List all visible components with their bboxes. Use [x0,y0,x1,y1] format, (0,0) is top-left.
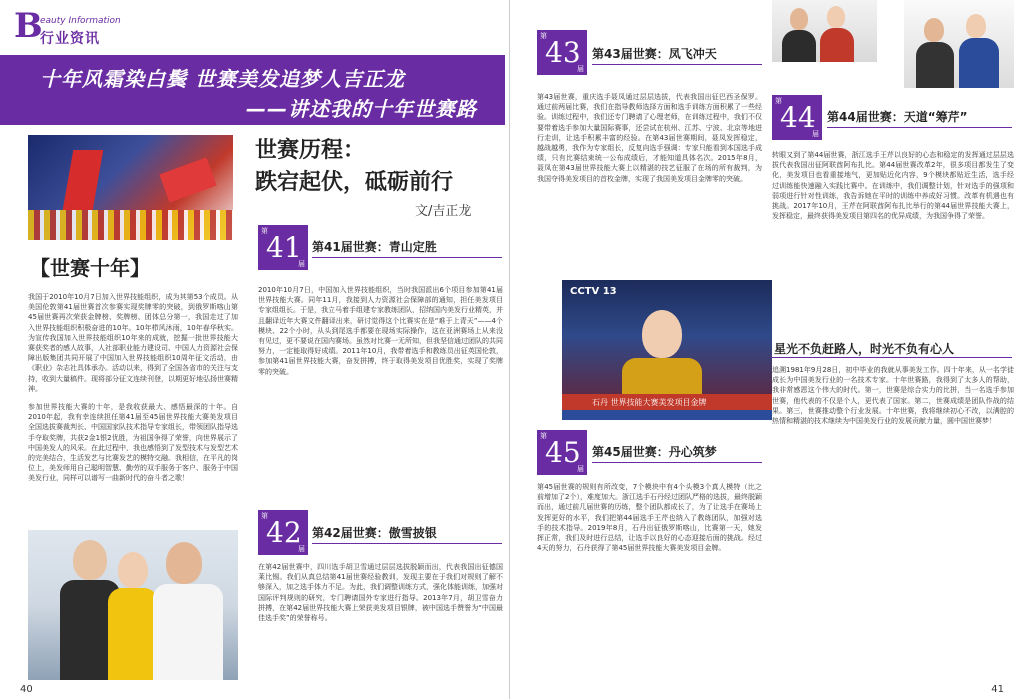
logo-chinese: 行业资讯 [40,31,100,47]
logo-letter: B [14,6,43,46]
closing-text: 追溯1981年9月28日，初中毕业的我就从事美发工作。四十年来，从一名学徒成长为中国美发行业的一名技术专家。十年世赛路，我得到了太多人的帮助，我非常感恩这个伟大的时代。第一，世赛是综合实力的比拼，当一名选手参加世赛，他代表的不仅是个人，更代表了国家。第二，世赛成绩是团队作战的结果。第三，世赛推动整个行业发展。十年世赛，我将继续初心不改，以满腔的热情和精湛的技术继续为中国美发行业的发展贡献力量，圆中国世赛梦！ [772,366,1014,426]
tv-subtitle: 石丹 世界技能大赛美发项目金牌 [592,398,707,407]
title-banner [0,55,505,125]
right-page [512,0,1024,699]
section-44-badge: 第 44 届 [772,95,822,140]
section-45-badge: 第 45 届 [537,430,587,475]
banner-line-1: 十年风霜染白鬓 世赛美发追梦人吉正龙 [40,67,405,91]
section-44-number: 44 [780,101,816,134]
section-41-number: 41 [266,231,302,264]
section-43-text: 第43届世赛，重庆选手聂凤通过层层选拔，代表我国出征巴西圣保罗。通过前两届比赛，我们在指导教师选择方面和选手训练方面积累了一些经验。训练过程中，我们还专门聘请了心理老师，在训练过程中，我们不仅要带着选手参加大量国际赛事，还尝试在杭州、江苏、宁波、北京等地进行走训，让选手积累丰富的经验。在第43届世赛期间，聂凤发挥稳定，越战越勇，我作为专家组长，反复向选手强调：专家只能看到本国选手成绩，只有比赛结束统一公布成绩后，才能知道具体名次。2015年8月，聂凤在第43届世界技能大赛上以精湛的技艺征服了在场的所有裁判，为我国夺得美发项目的首枚金牌，实现了我国美发项目金牌零的突破。 [537,93,762,183]
section-41-badge: 第 41 届 [258,225,308,270]
section-45-number: 45 [545,436,581,469]
section-45-text: 第45届世赛的规则有所改变，7个模块中有4个头模3个真人模特（比之前增加了2个），难度加大。浙江选手石丹经过团队严格的选拔，最终脱颖而出，通过前几届世赛的历练，整个团队都成长了，为了让选手在赛场上发挥更好的水平，我们把第44届选手王芹也纳入了教练团队，加强对选手的技术指导。2019年8月，石丹出征俄罗斯喀山，比赛第一天，她发挥正常，我们及时进行总结，让选手以良好的心态迎接后面的挑战。经过4天的努力，石丹获得了第45届世界技能大赛美发项目金牌。 [537,483,762,553]
logo-english: eauty Information [40,16,121,26]
ten-years-heading: 【世赛十年】 [30,256,150,280]
section-45-title: 第45届世赛：丹心筑梦 [592,443,762,463]
magazine-logo [14,6,174,47]
section-43-title: 第43届世赛：凤飞冲天 [592,45,762,65]
award-photo-1 [772,0,877,62]
banner-line-2: ——讲述我的十年世赛路 [246,97,477,121]
cctv-interview-photo [562,280,772,420]
left-page [0,0,510,699]
team-photo [28,530,238,680]
article-author: 文/吉正龙 [415,204,472,219]
pull-quote-underline [770,357,1012,358]
section-43-number: 43 [545,36,581,69]
section-42-title: 第42届世赛：傲雪披银 [312,524,502,544]
award-photo-2 [904,0,1014,88]
article-title [255,135,453,199]
pull-quote: 星光不负赶路人，时光不负有心人 [774,342,955,356]
section-42-badge: 第 42 届 [258,510,308,555]
section-41-title: 第41届世赛：青山定胜 [312,238,502,258]
section-41-text: 2010年10月7日，中国加入世界技能组织，当时我国派出6个项目参加第41届世界技能大赛。同年11月，我接到人力资源社会保障部的通知，担任美发项目专家组组长。于是，我立马着手组建专家教练团队，招纳国内美发行业精英，并且翻译近年大赛文件翻译出来，研讨觉得这个比赛实在是“难于上青天”——4个模块、22个小时，从头到尾选手都要在现场实际操作，这在亚洲赛场上从来没有见过，更不要说在国内赛场。虽然对比赛一无所知，但我坚信通过团队的共同努力，一定能取得好成绩。2011年10月，我带着选手和教练员出征英国伦敦，参加第41届世界技能大赛，奋发拼搏，终于取得美发项目优胜奖，实现了奖牌零的突破。 [258,286,503,376]
article-title-line-2: 跌宕起伏，砥砺前行 [255,170,454,195]
page-number-left: 40 [20,684,33,695]
tv-channel-logo: CCTV 13 [570,286,617,297]
section-44-title: 第44届世赛：天道“筹芹” [827,108,1012,128]
section-42-number: 42 [266,516,302,549]
opening-ceremony-photo [28,135,233,240]
section-44-text: 转眼又到了第44届世赛，浙江选手王芹以良好的心态和稳定的发挥通过层层选拔代表我国出征阿联酋阿布扎比。第44届世赛改革2年，很多项目都发生了变化，美发项目也看重接地气，更加贴近化内容，9个模块都贴近生活，选手经过训练能快速融入实践比赛中。在训练中，我们调整计划，针对选手的强项和弱项进行针对性训练，我告诉她在平时的训练中养成好习惯。改革有机遇也有挑战。2017年10月，王芹在阿联酋阿布扎比举行的第44届世界技能大赛上，发挥稳定，最终获得美发项目第四名的优异成绩，为我国争得了荣誉。 [772,151,1014,221]
intro-paragraph-2: 参加世界技能大赛的十年，是我收获最大、感悟最深的十年。自2010年起，我有幸连续担任第41届至45届世界技能大赛美发项目全国选拔赛裁判长、中国国家队技术指导专家组长，带领团队指导选手夺取奖牌，共获2金1银2优胜，为祖国争得了荣誉，向世界展示了中国美发人的风采。在此过程中，我也感悟到了发型技术与发型艺术的完美结合，生活发艺与比赛发艺的模特交融。我相信，在平凡的岗位上，美发师用自己聪明智慧、勤劳的双手服务于客户、服务于中国美发行业，同样可以谱写一曲新时代的奋斗者之歌！ [28,403,238,483]
section-42-text: 在第42届世赛中，四川选手胡卫雪通过层层选拔脱颖而出，代表我国出征德国莱比锡。我们从真总结第41届世赛经验教训，发现主要在于我们对规则了解不够深入，加之选手体力不足。为此，我们调整训练方式，强化体能训练，加强对国际评判规则的研究，专门聘请国外专家进行指导。2013年7月，胡卫雪奋力拼搏，在第42届世界技能大赛上荣获美发项目银牌，被中国选手赞誉为“中国最佳选手奖”的荣誉称号。 [258,563,503,623]
page-number-right: 41 [991,684,1004,695]
article-title-line-1: 世赛历程： [255,138,366,163]
intro-paragraph: 我国于2010年10月7日加入世界技能组织，成为其第53个成员。从美国伦敦第41届世赛首次参赛实现奖牌零的突破，到俄罗斯喀山第45届世赛再次荣获金牌榜、奖牌榜、团体总分第一，我国走过了加入世界技能组织积极奋进的10年。10年栉风沐雨，10年春华秋实。为宣传我国加入世界技能组织10年来的成就，挖掘一批世界技能大赛获奖者的感人故事，人社部职业能力建设司、中国人力资源社会保障出版集团共同开展了中国加入世界技能组织10周年征文活动，由《职业》杂志社具体承办。活动以来，得到了全国各省市的关注与支持，收到大量稿件。现将部分征文连续刊登，以期更好地弘扬世赛精神。 [28,293,238,393]
section-43-badge: 第 43 届 [537,30,587,75]
